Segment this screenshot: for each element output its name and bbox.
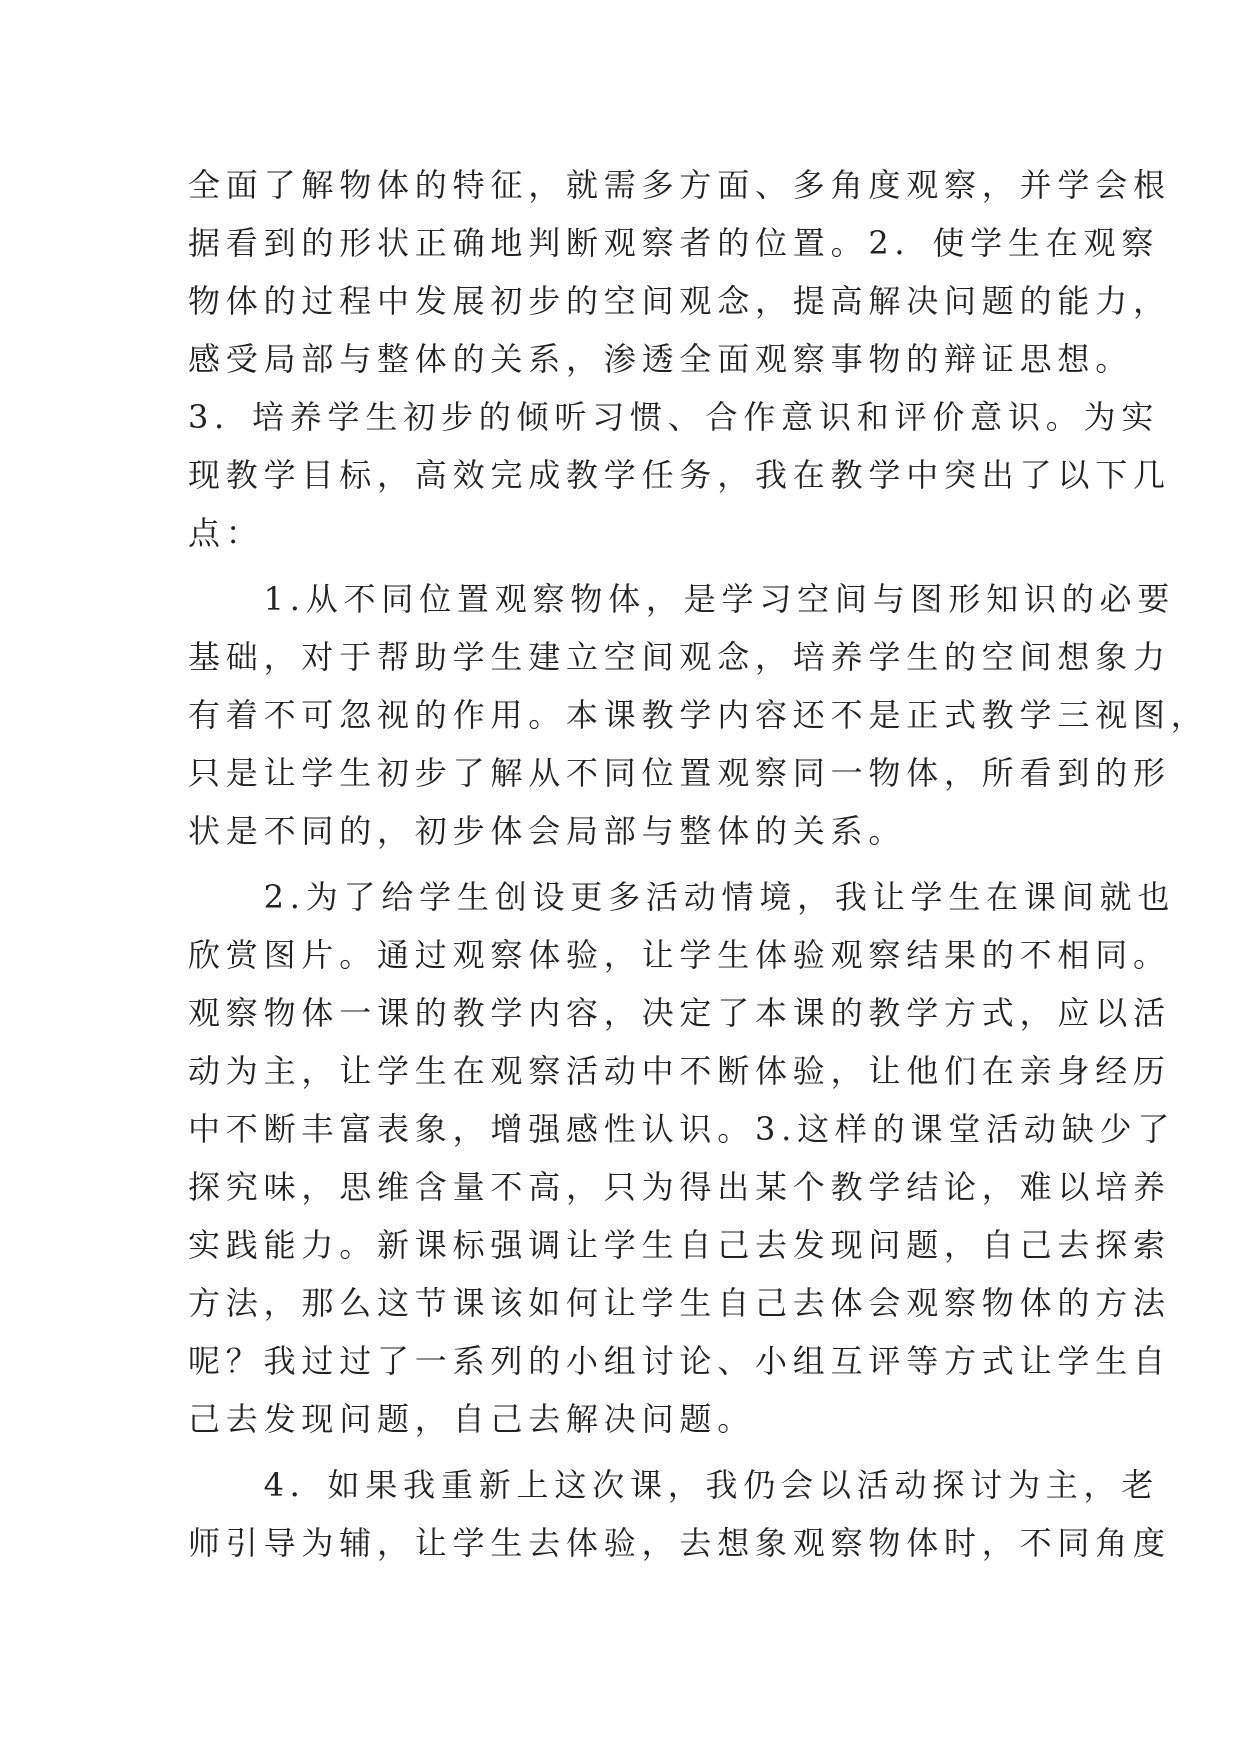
text-line: 己去发现问题，自己去解决问题。 [188,1400,756,1438]
paragraph-objectives [188,156,1171,562]
text-line: 欣赏图片。通过观察体验，让学生体验观察结果的不相同。 [188,936,1171,974]
text-line: 点： [188,514,264,552]
text-line: 有着不可忽视的作用。本课教学内容还不是正式教学三视图， [188,696,1209,734]
text-line: 2.为了给学生创设更多活动情境，我让学生在课间就也 [188,878,1176,916]
text-line: 4．如果我重新上这次课，我仍会以活动探讨为主，老 [188,1466,1160,1504]
text-line: 探究味，思维含量不高，只为得出某个教学结论，难以培养 [188,1168,1171,1206]
paragraph-point-1 [188,570,1209,860]
text-line: 3．培养学生初步的倾听习惯、合作意识和评价意识。为实 [188,398,1160,436]
paragraph-point-4 [188,1456,1171,1572]
text-line: 基础，对于帮助学生建立空间观念，培养学生的空间想象力 [188,638,1171,676]
document-body [188,156,1209,1580]
text-line: 中不断丰富表象，增强感性认识。3.这样的课堂活动缺少了 [188,1110,1176,1148]
text-line: 全面了解物体的特征，就需多方面、多角度观察，并学会根 [188,166,1171,204]
text-line: 感受局部与整体的关系，渗透全面观察事物的辩证思想。 [188,340,1134,378]
text-line: 观察物体一课的教学内容，决定了本课的教学方式，应以活 [188,994,1171,1032]
text-line: 1.从不同位置观察物体，是学习空间与图形知识的必要 [188,580,1176,618]
text-line: 呢？我过过了一系列的小组讨论、小组互评等方式让学生自 [188,1342,1171,1380]
text-line: 现教学目标，高效完成教学任务，我在教学中突出了以下几 [188,456,1171,494]
text-line: 实践能力。新课标强调让学生自己去发现问题，自己去探索 [188,1226,1171,1264]
text-line: 方法，那么这节课该如何让学生自己去体会观察物体的方法 [188,1284,1171,1322]
text-line: 只是让学生初步了解从不同位置观察同一物体，所看到的形 [188,754,1171,792]
text-line: 状是不同的，初步体会局部与整体的关系。 [188,812,907,850]
text-line: 物体的过程中发展初步的空间观念，提高解决问题的能力， [188,282,1171,320]
text-line: 据看到的形状正确地判断观察者的位置。2．使学生在观察 [188,224,1160,262]
paragraph-point-2 [188,868,1176,1448]
text-line: 动为主，让学生在观察活动中不断体验，让他们在亲身经历 [188,1052,1171,1090]
text-line: 师引导为辅，让学生去体验，去想象观察物体时，不同角度 [188,1524,1171,1562]
